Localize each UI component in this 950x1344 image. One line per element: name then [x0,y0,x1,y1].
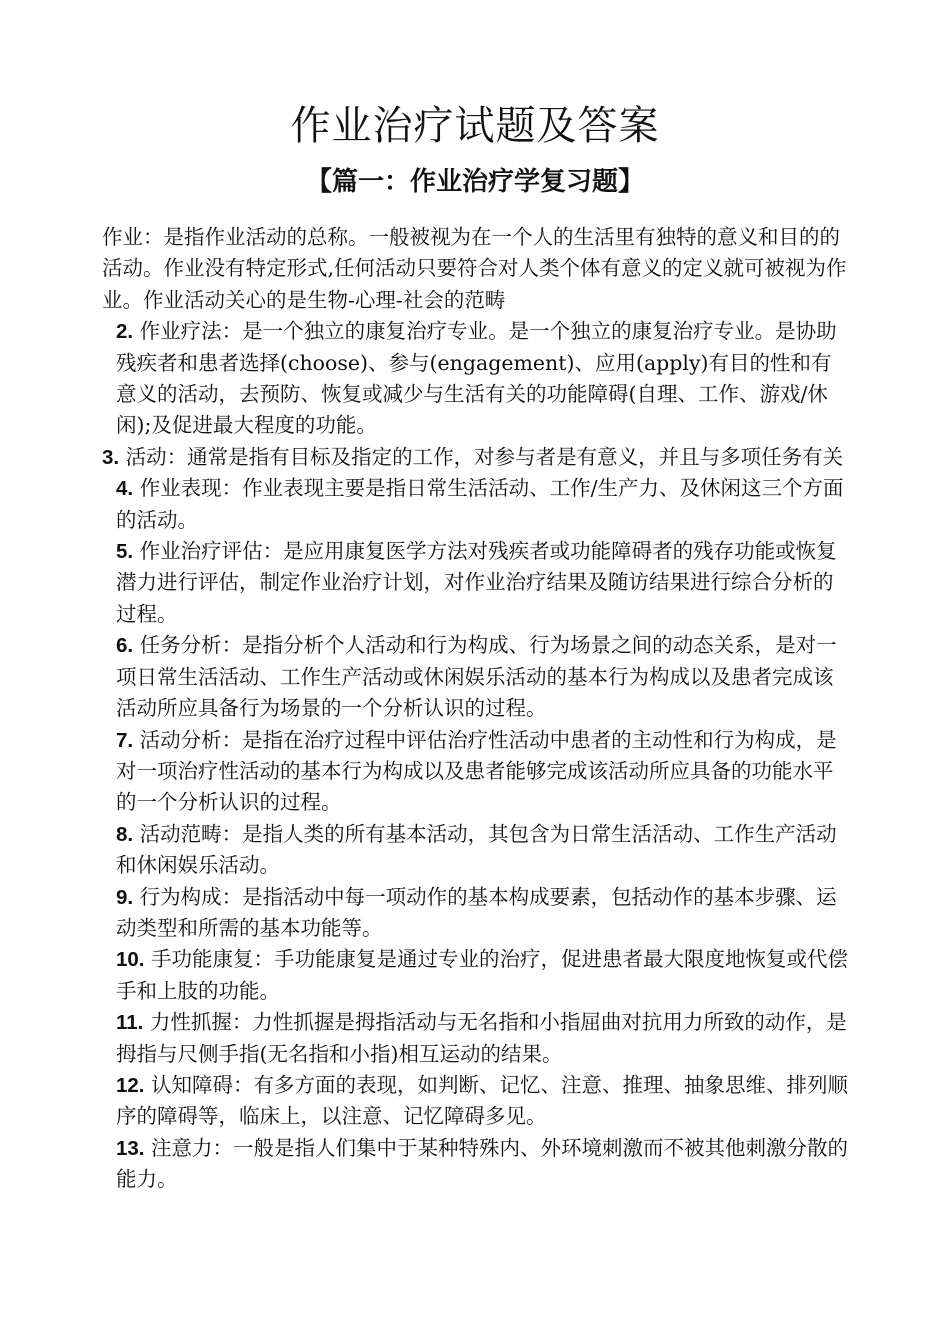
paragraph-number: 2. [116,320,134,344]
paragraph-text: 手功能康复：手功能康复是通过专业的治疗，促进患者最大限度地恢复或代偿手和上肢的功能。 [116,947,849,1003]
paragraph-3 [102,442,852,473]
paragraph-7 [102,725,852,819]
paragraph-text: 活动范畴：是指人类的所有基本活动，其包含为日常生活活动、工作生产活动和休闲娱乐活动。 [116,821,837,878]
paragraph-number: 8. [116,822,134,846]
document-title: 作业治疗试题及答案 [290,103,660,149]
paragraph-12 [102,1070,852,1133]
paragraph-text: 任务分析：是指分析个人活动和行为构成、行为场景之间的动态关系，是对一项日常生活活动、工作生产活动或休闲娱乐活动的基本行为构成以及患者完成该活动所应具备行为场景的一个分析认识的过程。 [116,633,837,721]
paragraph-9 [102,882,852,945]
paragraph-text: 作业表现：作业表现主要是指日常生活活动、工作/生产力、及休闲这三个方面的活动。 [116,476,844,532]
paragraph-text: 行为构成：是指活动中每一项动作的基本构成要素，包括动作的基本步骤、运动类型和所需的基本功能等。 [116,884,837,940]
paragraph-text: 作业治疗评估：是应用康复医学方法对残疾者或功能障碍者的残存功能或恢复潜力进行评估，制定作业治疗计划，对作业治疗结果及随访结果进行综合分析的过程。 [116,539,837,626]
paragraph-text: 活动：通常是指有目标及指定的工作，对参与者是有意义，并且与多项任务有关 [125,444,844,469]
paragraph-text: 认知障碍：有多方面的表现，如判断、记忆、注意、推理、抽象思维、排列顺序的障碍等，临床上，以注意、记忆障碍多见。 [116,1072,849,1129]
paragraph-1 [102,222,852,316]
paragraph-10 [102,944,852,1007]
paragraph-8 [102,819,852,882]
paragraph-number: 6. [116,634,134,658]
paragraph-number: 7. [116,728,134,752]
paragraph-6 [102,630,852,724]
paragraph-13 [102,1133,852,1196]
paragraph-number: 12. [116,1073,145,1097]
document-subtitle: 【篇一：作业治疗学复习题】 [305,167,644,197]
paragraph-number: 5. [116,540,134,564]
paragraph-text: 作业：是指作业活动的总称。一般被视为在一个人的生活里有独特的意义和目的的活动。作业没有特定形式,任何活动只要符合对人类个体有意义的定义就可被视为作业。作业活动关心的是生物-心理-社会的范畴 [102,225,847,312]
paragraph-number: 4. [116,477,134,501]
paragraph-number: 11. [116,1011,144,1035]
paragraph-11 [102,1007,852,1070]
paragraph-text: 力性抓握：力性抓握是拇指活动与无名指和小指屈曲对抗用力所致的动作，是拇指与尺侧手指(无名指和小指)相互运动的结果。 [116,1010,847,1066]
paragraph-5 [102,536,852,630]
document-body [102,222,852,1196]
paragraph-number: 9. [116,885,134,909]
paragraph-number: 10. [116,948,145,972]
paragraph-4 [102,473,852,536]
paragraph-number: 3. [102,445,120,469]
paragraph-text: 活动分析：是指在治疗过程中评估治疗性活动中患者的主动性和行为构成，是对一项治疗性活动的基本行为构成以及患者能够完成该活动所应具备的功能水平的一个分析认识的过程。 [116,727,837,815]
paragraph-2 [102,316,852,442]
paragraph-text: 注意力：一般是指人们集中于某种特殊内、外环境刺激而不被其他刺激分散的能力。 [116,1135,849,1192]
paragraph-text: 作业疗法：是一个独立的康复治疗专业。是一个独立的康复治疗专业。是协助残疾者和患者选择(choose)、参与(engagement)、应用(apply)有目的性和有意义的活动，去预防、恢复或减少与生活有关的功能障碍(自理、工作、游戏/休闲);及促进最大程度的功能。 [116,319,837,438]
paragraph-number: 13. [116,1136,145,1160]
